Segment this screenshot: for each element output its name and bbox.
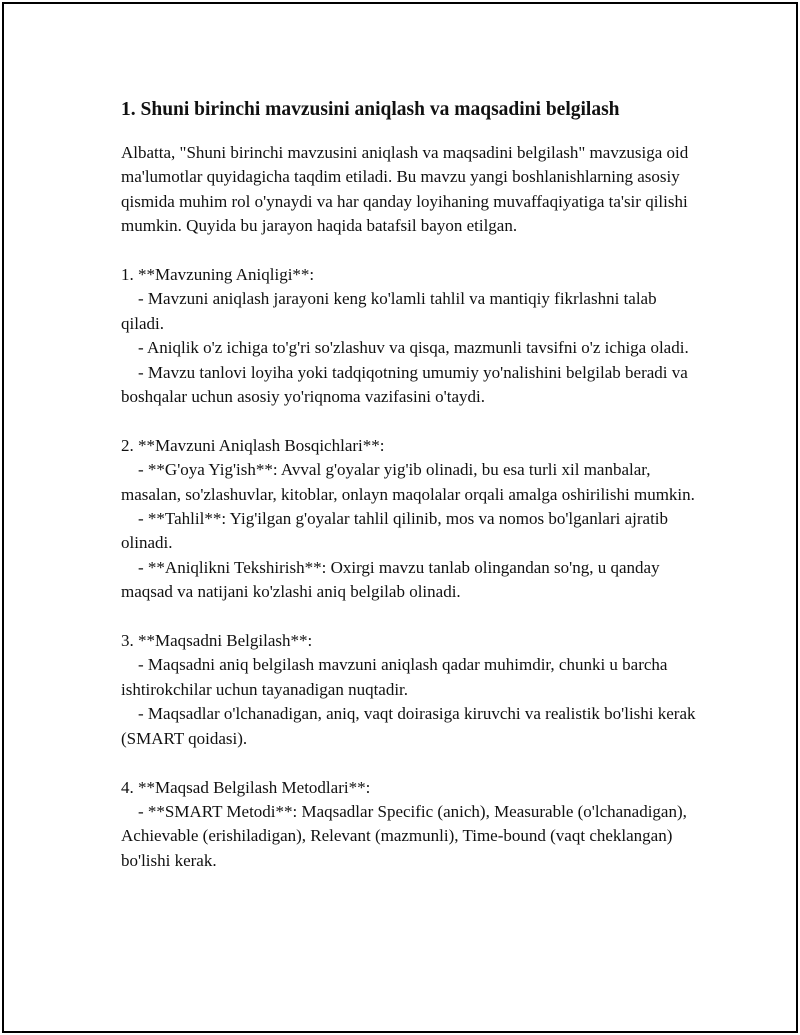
list-item: - Maqsadlar o'lchanadigan, aniq, vaqt doirasiga kiruvchi va realistik bo'lishi kerak (SMART qoidasi). xyxy=(121,704,700,748)
section-heading: 3. **Maqsadni Belgilash**: xyxy=(121,631,313,651)
list-item: - **Tahlil**: Yig'ilgan g'oyalar tahlil qilinib, mos va nomos bo'lganlari ajratib olinadi. xyxy=(121,509,673,553)
section-spacer xyxy=(121,409,696,433)
list-item: - Aniqlik o'z ichiga to'g'ri so'zlashuv va qisqa, mazmunli tavsifni o'z ichiga oladi. xyxy=(121,338,689,358)
intro-paragraph: Albatta, "Shuni birinchi mavzusini aniqlash va maqsadini belgilash" mavzusiga oid ma'lumotlar quyidagicha taqdim etiladi. Bu mavzu yangi boshlanishlarning asosiy qismida muhim rol o'ynaydi va har qanday loyihaning muvaffaqiyatiga ta'sir qilishi mumkin. Quyida bu jarayon haqida batafsil bayon etilgan. xyxy=(121,143,693,236)
list-item: - **G'oya Yig'ish**: Avval g'oyalar yig'ib olinadi, bu esa turli xil manbalar, masalan, so'zlashuvlar, kitoblar, onlayn maqolalar orqali amalga oshirilishi mumkin. xyxy=(121,460,695,504)
list-item: - **SMART Metodi**: Maqsadlar Specific (anich), Measurable (o'lchanadigan), Achievable (erishiladigan), Relevant (mazmunli), Time-bound (vaqt cheklangan) bo'lishi kerak. xyxy=(121,801,691,870)
section-spacer xyxy=(121,605,696,629)
section-spacer xyxy=(121,751,696,775)
list-item: - Maqsadni aniq belgilash mavzuni aniqlash qadar muhimdir, chunki u barcha ishtirokchilar uchun tayanadigan nuqtadir. xyxy=(121,655,672,699)
section-heading: 1. **Mavzuning Aniqligi**: xyxy=(121,265,315,285)
document-content xyxy=(121,97,700,873)
document-page xyxy=(2,2,798,1033)
section-1 xyxy=(121,263,696,409)
list-item: - Mavzuni aniqlash jarayoni keng ko'lamli tahlil va mantiqiy fikrlashni talab qiladi. xyxy=(121,289,661,333)
section-3 xyxy=(121,629,700,751)
section-heading: 2. **Mavzuni Aniqlash Bosqichlari**: xyxy=(121,435,385,455)
section-spacer xyxy=(121,239,696,263)
list-item: - **Aniqlikni Tekshirish**: Oxirgi mavzu tanlab olingandan so'ng, u qanday maqsad va natijani ko'zlashi aniq belgilab olinadi. xyxy=(121,557,664,602)
section-heading: 4. **Maqsad Belgilash Metodlari**: xyxy=(121,777,371,797)
section-2 xyxy=(121,434,696,605)
document-title: 1. Shuni birinchi mavzusini aniqlash va maqsadini belgilash xyxy=(121,99,620,120)
list-item: - Mavzu tanlovi loyiha yoki tadqiqotning umumiy yo'nalishini belgilab beradi va boshqalar uchun asosiy yo'riqnoma vazifasini o'taydi. xyxy=(121,362,693,407)
section-4 xyxy=(121,776,696,874)
